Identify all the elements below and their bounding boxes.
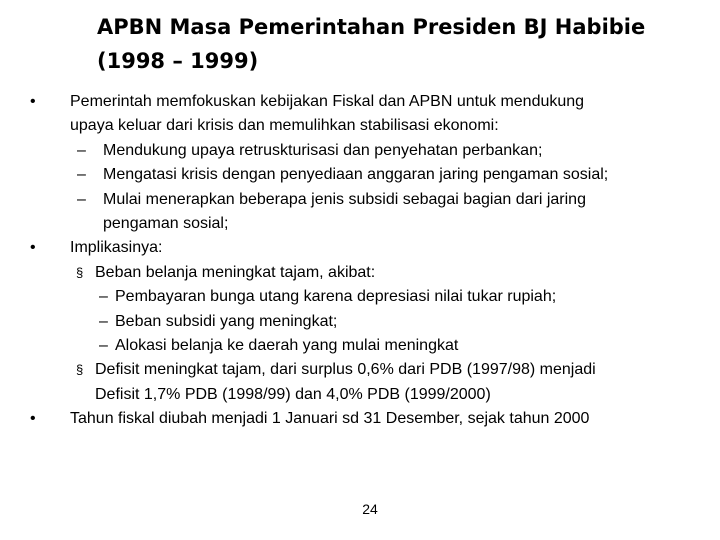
square-item-deficit (0, 358, 720, 382)
bullet-item-fiscal-year (0, 407, 720, 431)
dash-marker: – (77, 166, 86, 184)
sub-item-text-continuation: pengaman sosial; (103, 215, 229, 233)
sub-item-text: Alokasi belanja ke daerah yang mulai meningkat (115, 337, 459, 355)
sub-item-interest-payments (0, 285, 720, 309)
sub-item-text: Pembayaran bunga utang karena depresiasi nilai tukar rupiah; (115, 288, 557, 306)
slide-body (0, 90, 720, 432)
slide-title (97, 10, 697, 78)
bullet-text-continuation: upaya keluar dari krisis dan memulihkan stabilisasi ekonomi: (70, 117, 499, 135)
bullet-marker: • (30, 93, 36, 110)
square-item-text: Defisit meningkat tajam, dari surplus 0,6% dari PDB (1997/98) menjadi (95, 361, 596, 379)
dash-marker: – (99, 312, 108, 330)
sub-item-text: Mendukung upaya retruskturisasi dan penyehatan perbankan; (103, 141, 543, 159)
sub-item-text: Beban subsidi yang meningkat; (115, 312, 338, 330)
sub-item-text: Mulai menerapkan beberapa jenis subsidi sebagai bagian dari jaring (103, 190, 586, 208)
bullet-marker: • (30, 410, 36, 428)
square-marker: § (76, 362, 84, 378)
dash-marker: – (99, 337, 108, 355)
dash-marker: – (99, 288, 108, 306)
bullet-text: Pemerintah memfokuskan kebijakan Fiskal dan APBN untuk mendukung (70, 93, 585, 110)
sub-item-social-safety-net (0, 163, 720, 187)
sub-item-text: Mengatasi krisis dengan penyediaan anggaran jaring pengaman sosial; (103, 166, 609, 184)
bullet-item-fiscal-focus-cont (0, 114, 720, 138)
bullet-item-fiscal-focus (0, 90, 720, 114)
sub-item-regional-allocation (0, 334, 720, 358)
title-line-2: (1998 – 1999) (97, 49, 259, 73)
dash-marker: – (77, 141, 86, 159)
square-marker: § (76, 264, 84, 280)
square-item-deficit-cont (0, 383, 720, 407)
sub-item-subsidy-burden (0, 310, 720, 334)
bullet-text: Implikasinya: (70, 239, 163, 257)
dash-marker: – (77, 190, 86, 208)
bullet-marker: • (30, 239, 36, 257)
sub-item-subsidies-cont (0, 212, 720, 236)
square-item-spending (0, 261, 720, 285)
title-line-1: APBN Masa Pemerintahan Presiden BJ Habibie (97, 15, 646, 39)
bullet-item-implications (0, 236, 720, 260)
square-item-text-continuation: Defisit 1,7% PDB (1998/99) dan 4,0% PDB (1999/2000) (95, 385, 491, 403)
sub-item-bank-restructuring (0, 139, 720, 163)
bullet-text: Tahun fiskal diubah menjadi 1 Januari sd 31 Desember, sejak tahun 2000 (70, 410, 590, 428)
page-number: 24 (362, 501, 378, 517)
square-item-text: Beban belanja meningkat tajam, akibat: (95, 263, 376, 281)
sub-item-subsidies (0, 188, 720, 212)
